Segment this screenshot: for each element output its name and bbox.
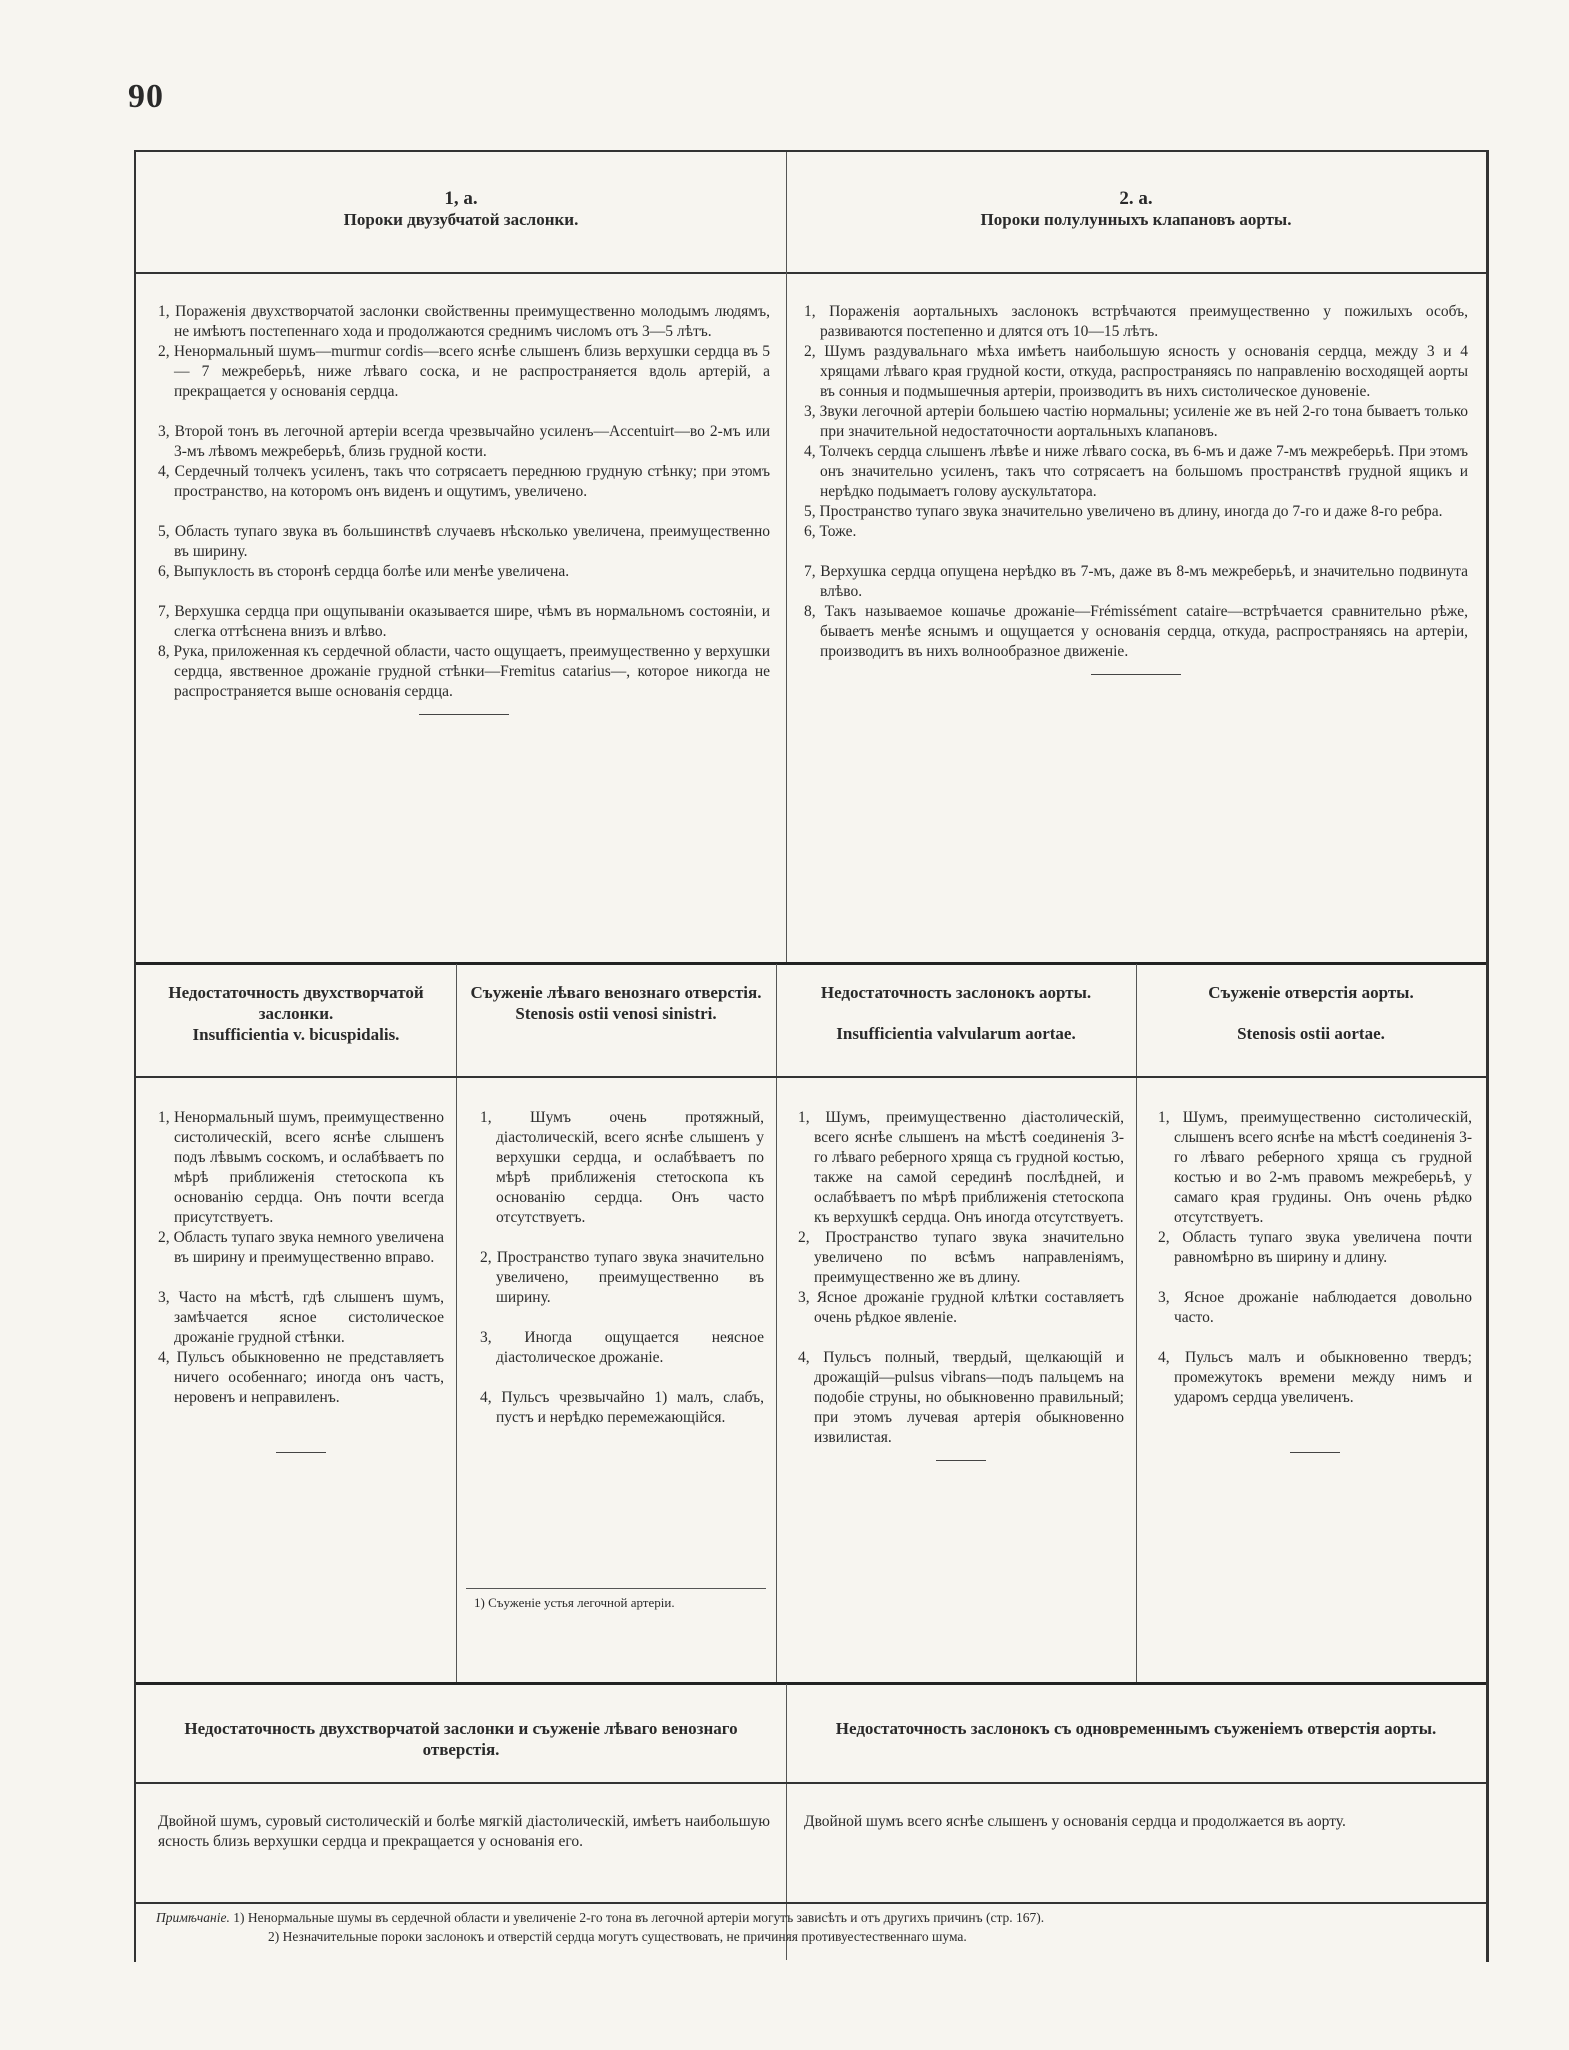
section3-left-header [146, 1718, 776, 1760]
separator-dash [419, 714, 509, 715]
list-item: 3, Ясное дрожаніе наблюдается довольно часто. [1158, 1289, 1472, 1326]
section2-col3-header [780, 982, 1132, 1044]
list-item: 8, Рука, приложенная къ сердечной области, часто ощущаетъ, преимущественно у верхушки сердца, явственное дрожаніе грудной стѣнки—Fremitus catarius—, которое никогда не распространяется выше основанія сердца. [158, 643, 770, 700]
section2-divider-1 [456, 964, 457, 1684]
section2-col4-latin: Stenosis ostii aortae. [1237, 1024, 1385, 1043]
page-number: 90 [128, 78, 164, 115]
section2-col2-footnote-area [460, 1588, 772, 1611]
section2-divider-2 [776, 964, 777, 1684]
note-2: 2) Незначительные пороки заслонокъ и отверстій сердца могутъ существовать, не причиняя противуестественнаго шума. [268, 1929, 967, 1944]
section2-col2-title: Съуженіе лѣваго венознаго отверстія. [470, 983, 762, 1002]
section2-header-rule [136, 1076, 1486, 1078]
section2-divider-3 [1136, 964, 1137, 1684]
list-item: 6, Выпуклость въ сторонѣ сердца болѣе или менѣе увеличена. [158, 563, 570, 580]
section1-left-text [158, 302, 770, 715]
separator-dash [936, 1460, 986, 1461]
footnote: 1) Съуженіе устья легочной артеріи. [474, 1595, 675, 1610]
section3-left-title: Недостаточность двухстворчатой заслонки и съуженіе лѣваго венознаго отверстія. [184, 1719, 738, 1759]
section3-header-rule [136, 1782, 1486, 1784]
section2-col2-latin: Stenosis ostii venosi sinistri. [515, 1004, 717, 1023]
section1-right-header [786, 188, 1486, 230]
section2-col4-title: Съуженіе отверстія аорты. [1208, 983, 1414, 1002]
combined-defect-text: Двойной шумъ всего яснѣе слышенъ у основанія сердца и продолжается въ аорту. [804, 1813, 1346, 1830]
note-1 [156, 1908, 1476, 1927]
separator-dash [1091, 674, 1181, 675]
section1-header-rule [136, 272, 1486, 274]
list-item: 7, Верхушка сердца при ощупываніи оказывается шире, чѣмъ въ нормальномъ состояніи, и слегка оттѣснена внизъ и влѣво. [158, 603, 770, 640]
section1-left-title: Пороки двузубчатой заслонки. [343, 210, 579, 229]
list-item: 2, Пространство тупаго звука значительно увеличено по всѣмъ направленіямъ, преимущественно же въ длину. [798, 1229, 1124, 1286]
list-item: 4, Пульсъ обыкновенно не представляетъ ничего особеннаго; иногда онъ частъ, неровенъ и неправиленъ. [158, 1349, 444, 1406]
list-item: 4, Пульсъ чрезвычайно 1) малъ, слабъ, пустъ и нерѣдко перемежающійся. [480, 1389, 764, 1426]
section3-left-text [158, 1812, 770, 1852]
section1-divider [786, 152, 787, 962]
section2-col4-header [1140, 982, 1482, 1044]
list-item: 4, Толчекъ сердца слышенъ лѣвѣе и ниже лѣваго соска, въ 6-мъ и даже 7-мъ межреберьѣ. При этомъ онъ значительно усиленъ, такъ что сотрясаетъ на большомъ пространствѣ грудной ящикъ и нерѣдко подымаетъ голову аускультатора. [804, 443, 1468, 500]
list-item: 1, Шумъ, преимущественно діастолическій, всего яснѣе слышенъ на мѣстѣ соединенія 3-го лѣваго реберного хряща съ грудной костью, также на самой серединѣ послѣдней, и ослабѣваетъ по мѣрѣ приближенія стетоскопа къ верхушкѣ сердца. Онъ иногда отсутствуетъ. [798, 1109, 1124, 1226]
list-item: 3, Второй тонъ въ легочной артеріи всегда чрезвычайно усиленъ—Accentuirt—во 2-мъ или 3-мъ лѣвомъ межреберьѣ, близь грудной кости. [158, 423, 770, 460]
section1-left-header [136, 188, 786, 230]
section1-right-number: 2. a. [1119, 188, 1153, 209]
table-frame [134, 150, 1489, 1962]
section2-col1-text [158, 1108, 444, 1453]
note-text: 1) Ненормальные шумы въ сердечной области и увеличеніе 2-го тона въ легочной артеріи могутъ зависѣть и отъ другихъ причинъ (стр. 167). [233, 1910, 1045, 1925]
list-item: 2, Шумъ раздувальнаго мѣха имѣетъ наибольшую ясность у основанія сердца, между 3 и 4 хрящами лѣваго края грудной кости, откуда, распространяясь по направленію восходящей аорты въ сонныя и подмышечныя артеріи, производитъ въ нихъ систолическое дуновеніе. [804, 343, 1468, 400]
list-item: 7, Верхушка сердца опущена нерѣдко въ 7-мъ, даже въ 8-мъ межреберьѣ, и значительно подвинута влѣво. [804, 563, 1468, 600]
list-item: 1, Шумъ очень протяжный, діастолическій, всего яснѣе слышенъ у верхушки сердца, и ослабѣваетъ по мѣрѣ приближенія стетоскопа къ основанію сердца. Онъ часто отсутствуетъ. [480, 1109, 764, 1226]
list-item: 1, Пораженія двухстворчатой заслонки свойственны преимущественно молодымъ людямъ, не имѣютъ постепеннаго хода и продолжаются среднимъ числомъ отъ 3—5 лѣтъ. [158, 303, 770, 340]
list-item: 1, Шумъ, преимущественно систолическій, слышенъ всего яснѣе на мѣстѣ соединенія 3-го лѣваго реберного хряща съ грудной костью и во 2-мъ правомъ межреберьѣ, у самаго края грудины. Онъ очень рѣдко отсутствуетъ. [1158, 1109, 1472, 1226]
section1-right-text [804, 302, 1468, 675]
section3-right-title: Недостаточность заслонокъ съ одновременнымъ съуженіемъ отверстія аорты. [835, 1719, 1437, 1738]
list-item: 4, Пульсъ полный, твердый, щелкающій и дрожащій—pulsus vibrans—подъ пальцемъ на подобіе струны, но обыкновенно правильный; при этомъ лучевая артерія обыкновенно извилистая. [798, 1349, 1124, 1446]
section2-col4-text [1158, 1108, 1472, 1453]
section2-col1-header [140, 982, 452, 1045]
list-item: 4, Пульсъ малъ и обыкновенно твердъ; промежутокъ времени между нимъ и ударомъ сердца увеличенъ. [1158, 1349, 1472, 1406]
section2-col2-text [480, 1108, 764, 1428]
list-item: 2, Пространство тупаго звука значительно увеличено, преимущественно въ ширину. [480, 1249, 764, 1306]
list-item: 2, Ненормальный шумъ—murmur cordis—всего яснѣе слышенъ близь верхушки сердца въ 5 — 7 межреберьѣ, ниже лѣваго соска, и не распространяется вдоль артерій, а прекращается у основанія сердца. [158, 343, 770, 400]
list-item: 1, Пораженія аортальныхъ заслонокъ встрѣчаются преимущественно у пожилыхъ особъ, развиваются постепенно и длятся отъ 10—15 лѣтъ. [804, 303, 1468, 340]
list-item: 2, Область тупаго звука немного увеличена въ ширину и преимущественно вправо. [158, 1229, 444, 1266]
section2-col1-title: Недостаточность двухстворчатой заслонки. [168, 983, 424, 1023]
list-item: 3, Ясное дрожаніе грудной клѣтки составляетъ очень рѣдкое явленіе. [798, 1289, 1124, 1326]
section3-right-text [804, 1812, 1468, 1832]
section3-top-rule [136, 1682, 1486, 1685]
section2-col3-text [798, 1108, 1124, 1461]
section3-right-header [796, 1718, 1476, 1739]
notes-rule [136, 1902, 1486, 1904]
notes [156, 1908, 1476, 1946]
combined-defect-text: Двойной шумъ, суровый систолическій и болѣе мягкій діастолическій, имѣетъ наибольшую ясность близь верхушки сердца и прекращается у основанія его. [158, 1813, 770, 1850]
section2-col2-header [460, 982, 772, 1024]
section2-col3-latin: Insufficientia valvularum aortae. [836, 1024, 1076, 1043]
separator-dash [276, 1452, 326, 1453]
section1-right-title: Пороки полулунныхъ клапановъ аорты. [980, 210, 1292, 229]
separator-dash [1290, 1452, 1340, 1453]
list-item: 1, Ненормальный шумъ, преимущественно систолическій, всего яснѣе слышенъ подъ лѣвымъ соскомъ, и ослабѣваетъ по мѣрѣ приближенія стетоскопа къ основанію сердца. Онъ почти всегда присутствуетъ. [158, 1109, 444, 1226]
section2-col3-title: Недостаточность заслонокъ аорты. [820, 983, 1092, 1002]
section1-left-number: 1, a. [444, 188, 478, 209]
section2-col1-latin: Insufficientia v. bicuspidalis. [192, 1025, 400, 1044]
list-item: 3, Часто на мѣстѣ, гдѣ слышенъ шумъ, замѣчается ясное систолическое дрожаніе грудной стѣнки. [158, 1289, 444, 1346]
list-item: 6, Тоже. [804, 523, 857, 540]
list-item: 3, Иногда ощущается неясное діастолическое дрожаніе. [480, 1329, 764, 1366]
list-item: 3, Звуки легочной артеріи большею частію нормальны; усиленіе же въ ней 2-го тона бываетъ только при значительной недостаточности аортальныхъ клапановъ. [804, 403, 1468, 440]
list-item: 5, Пространство тупаго звука значительно увеличено въ длину, иногда до 7-го и даже 8-го ребра. [804, 503, 1443, 520]
list-item: 5, Область тупаго звука въ большинствѣ случаевъ нѣсколько увеличена, преимущественно въ ширину. [158, 523, 770, 560]
list-item: 8, Такъ называемое кошачье дрожаніе—Frémissément cataire—встрѣчается сравнительно рѣже, бываетъ менѣе яснымъ и ощущается у основанія сердца, откуда, распространяясь на артеріи, производитъ въ нихъ волнообразное движеніе. [804, 603, 1468, 660]
list-item: 4, Сердечный толчекъ усиленъ, такъ что сотрясаетъ переднюю грудную стѣнку; при этомъ пространство, на которомъ онъ виденъ и ощутимъ, увеличено. [158, 463, 770, 500]
section2-top-rule [136, 962, 1486, 965]
note-label: Примѣчаніе. [156, 1910, 230, 1925]
list-item: 2, Область тупаго звука увеличена почти равномѣрно въ ширину и длину. [1158, 1229, 1472, 1266]
